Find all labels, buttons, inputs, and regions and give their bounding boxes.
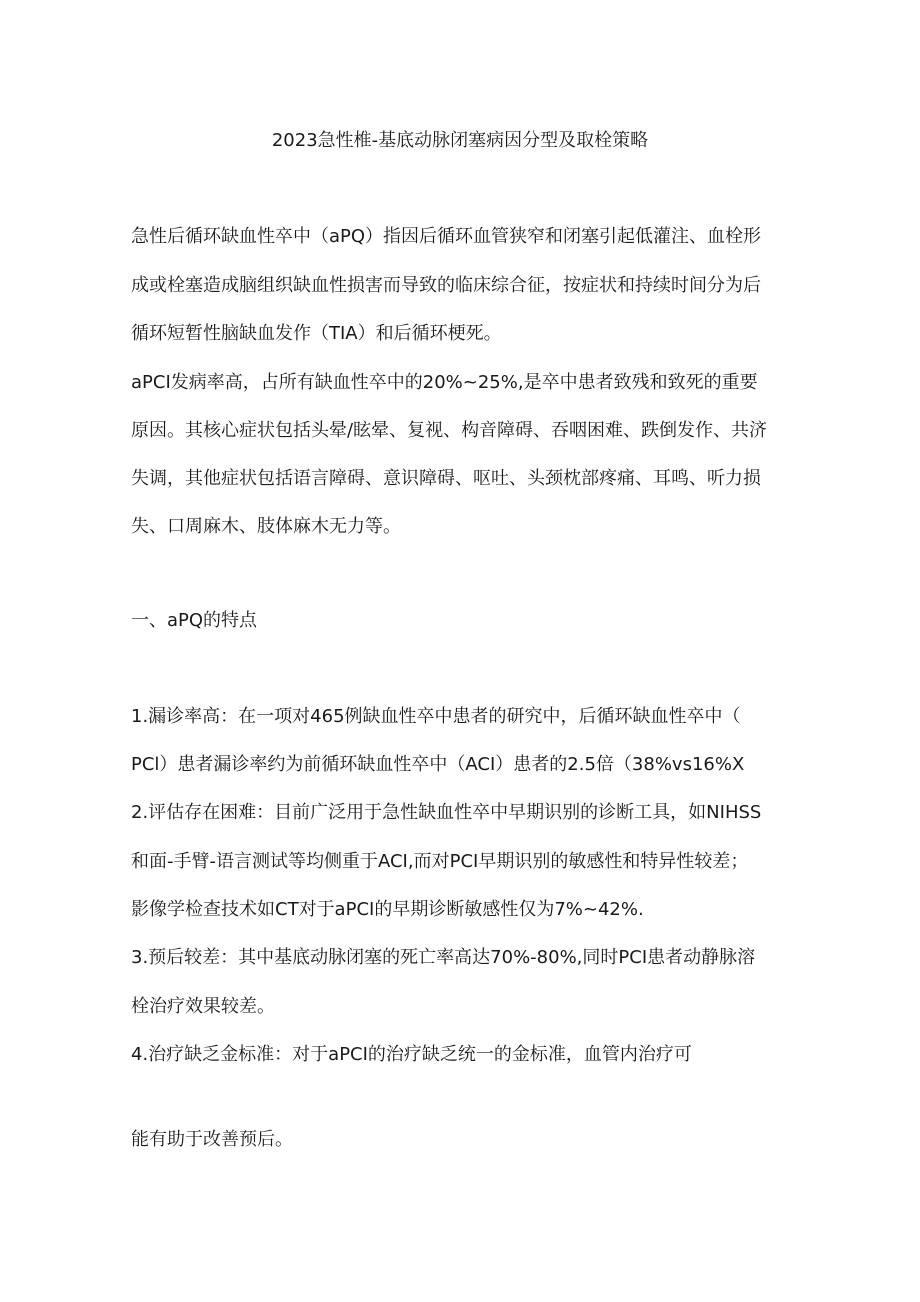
point4-line-1: 4.治疗缺乏金标准：对于aPCI的治疗缺乏统一的金标准，血管内治疗可	[131, 1044, 692, 1065]
intro-line-3: 循环短暂性脑缺血发作（TIA）和后循环梗死。	[131, 323, 502, 344]
point2-line-1: 2.评估存在困难：目前广泛用于急性缺血性卒中早期识别的诊断工具，如NIHSS	[131, 802, 762, 823]
trailing-line: 能有助于改善预后。	[131, 1129, 293, 1150]
prevalence-line-1: aPCI发病率高，占所有缺血性卒中的20%~25%,是卒中患者致残和致死的重要	[131, 372, 758, 393]
prevalence-line-4: 失、口周麻木、肢体麻木无力等。	[131, 516, 401, 537]
intro-line-2: 成或栓塞造成脑组织缺血性损害而导致的临床综合征，按症状和持续时间分为后	[131, 275, 761, 296]
point3-line-2: 栓治疗效果较差。	[131, 996, 275, 1017]
section-heading: 一、aPQ的特点	[131, 610, 258, 631]
point1-line-1: 1.漏诊率高：在一项对465例缺血性卒中患者的研究中，后循环缺血性卒中（	[131, 706, 741, 727]
prevalence-line-3: 失调，其他症状包括语言障碍、意识障碍、呕吐、头颈枕部疼痛、耳鸣、听力损	[131, 468, 761, 489]
point2-line-2: 和面-手臂-语言测试等均侧重于ACI,而对PCI早期识别的敏感性和特异性较差；	[131, 851, 749, 872]
document-title: 2023急性椎-基底动脉闭塞病因分型及取栓策略	[271, 130, 649, 151]
point3-line-1: 3.预后较差：其中基底动脉闭塞的死亡率高达70%-80%,同时PCI患者动静脉溶	[131, 947, 756, 968]
point1-line-2: PCl）患者漏诊率约为前循环缺血性卒中（ACI）患者的2.5倍（38%vs16%X	[131, 754, 745, 775]
prevalence-line-2: 原因。其核心症状包括头晕/眩晕、复视、构音障碍、吞咽困难、跌倒发作、共济	[131, 420, 768, 441]
point2-line-3: 影像学检查技术如CT对于aPCI的早期诊断敏感性仅为7%~42%.	[131, 899, 644, 920]
intro-line-1: 急性后循环缺血性卒中（aPQ）指因后循环血管狭窄和闭塞引起低灌注、血栓形	[131, 226, 762, 247]
